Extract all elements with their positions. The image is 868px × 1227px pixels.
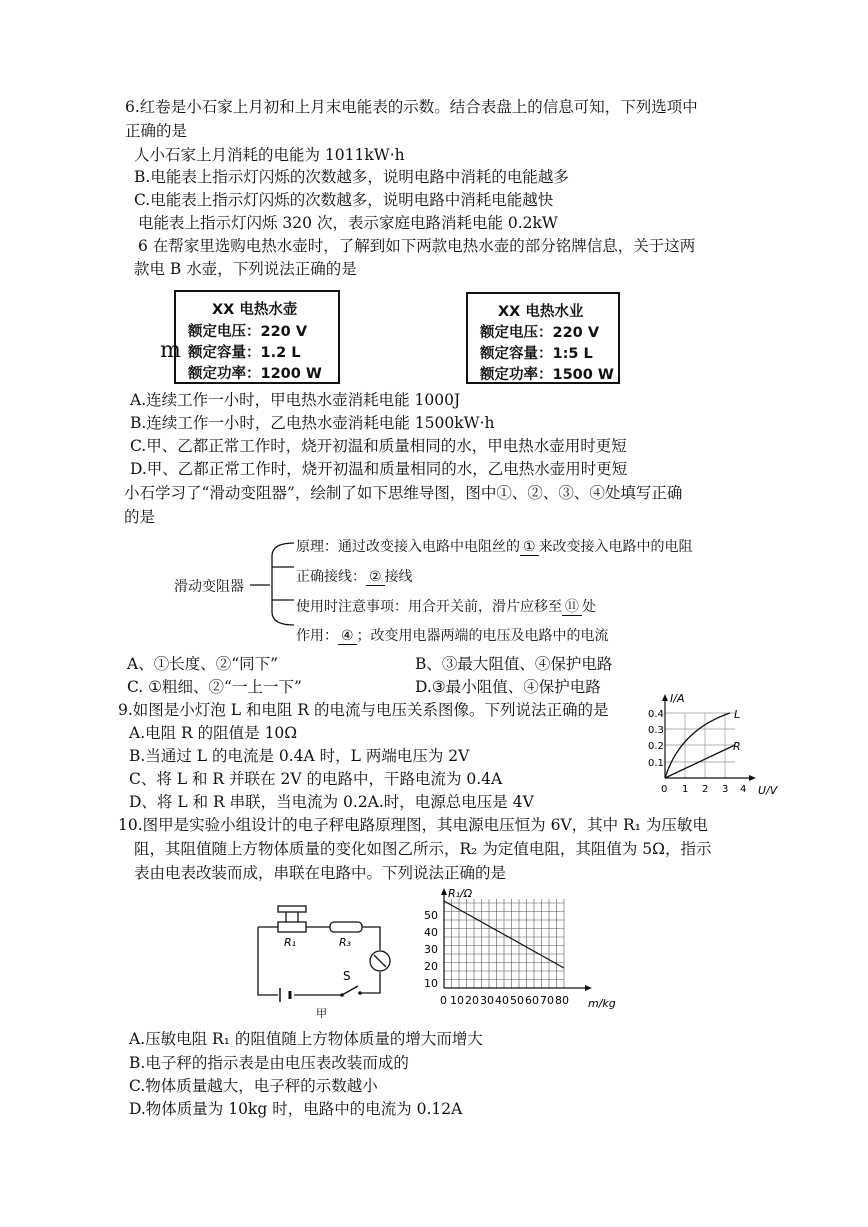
wire-left — [258, 927, 278, 995]
rm-ytick-50: 50 — [424, 909, 438, 922]
q8-option-b: B、③最大阻值、④保护电路 — [415, 655, 613, 673]
nameplate-a-title: XX 电热水壶 — [212, 302, 298, 318]
q10-stem-line3: 表由电表改装而成，串联在电路中。下列说法正确的是 — [134, 864, 507, 882]
iu-label-L: L — [734, 708, 741, 721]
q6a-option-b: B.电能表上指示灯闪烁的次数越多，说明电路中消耗的电能越多 — [134, 168, 569, 186]
q9-option-b: B.当通过 L 的电流是 0.4A 时，L 两端电压为 2V — [129, 747, 470, 765]
q6a-option-c: C.电能表上指示灯闪烁的次数越多，说明电路中消耗电能越快 — [134, 191, 554, 209]
nameplate-b-power: 额定功率：1500 W — [480, 367, 614, 383]
iu-xlabel: U/V — [758, 784, 778, 797]
rm-xtick-30: 30 — [480, 994, 494, 1007]
iu-graph — [640, 690, 778, 805]
rm-xtick-0: 0 — [440, 994, 447, 1007]
caption-jia: 甲 — [316, 1007, 327, 1020]
q8-stem-line2: 的是 — [124, 508, 156, 526]
iu-y-arrow — [662, 694, 668, 701]
wire-bottom-right — [360, 972, 380, 993]
q9-option-d: D、将 L 和 R 串联，当电流为 0.2A.时，电源总电压是 4V — [129, 793, 534, 811]
q6b-option-b: B.连续工作一小时，乙电热水壶消耗电能 1500kW·h — [130, 414, 495, 432]
rm-xtick-70: 70 — [540, 994, 554, 1007]
mind-map-branch-3: 使用时注意事项：用合开关前，滑片应移至 ⑪ 处 — [296, 599, 596, 615]
q6a-stem-line1: 6.红卷是小石家上月初和上月末电能表的示数。结合表盘上的信息可知，下列选项中 — [125, 98, 698, 116]
rm-xtick-50: 50 — [510, 994, 524, 1007]
rm-xtick-20: 20 — [465, 994, 479, 1007]
iu-ylabel: I/A — [670, 692, 685, 705]
rm-xtick-60: 60 — [525, 994, 539, 1007]
wire-right — [362, 927, 380, 950]
blank-1: ① — [520, 539, 539, 556]
nameplate-b-title: XX 电热水业 — [498, 304, 584, 320]
rm-xtick-10: 10 — [450, 994, 464, 1007]
circuit-diagram — [250, 900, 400, 1022]
rm-x-arrow — [585, 985, 592, 991]
nameplate-a-voltage: 额定电压：220 V — [188, 324, 308, 340]
resistor-r1 — [278, 922, 306, 932]
q10-option-a: A.压敏电阻 R₁ 的阻值随上方物体质量的增大而增大 — [129, 1030, 483, 1048]
rm-ylabel: R₁/Ω — [448, 887, 473, 900]
q8-option-d: D.③最小阻值、④保护电路 — [415, 678, 601, 696]
q8-stem-line1: 小石学习了“滑动变阻器”，绘制了如下思维导图，图中①、②、③、④处填写正确 — [124, 484, 683, 502]
iu-ytick-0.1: 0.1 — [648, 758, 664, 769]
mind-map-branch-4: 作用： ④ ；改变用电器两端的电压及电路中的电流 — [296, 628, 609, 644]
q10-stem-line2: 阻，其阻值随上方物体质量的变化如图乙所示，R₂ 为定值电阻，其阻值为 5Ω，指示 — [134, 840, 712, 858]
iu-x-arrow — [749, 775, 756, 781]
mind-map-branch-2: 正确接线： ② 接线 — [296, 569, 413, 585]
label-switch: S — [343, 969, 351, 983]
stray-mark: m — [160, 338, 181, 363]
iu-ytick-0.2: 0.2 — [648, 741, 664, 752]
resistor-r2 — [330, 922, 362, 932]
rm-y-arrow — [441, 888, 447, 895]
iu-xtick-1: 1 — [682, 784, 689, 795]
iu-ytick-0.4: 0.4 — [648, 709, 664, 720]
rm-ytick-10: 10 — [424, 977, 438, 990]
q9-stem: 9.如图是小灯泡 L 和电阻 R 的电流与电压关系图像。下列说法正确的是 — [118, 701, 609, 719]
q10-option-b: B.电子秤的指示表是由电压表改装而成的 — [129, 1054, 409, 1072]
nameplate-a-power: 额定功率：1200 W — [188, 366, 322, 382]
iu-graph-grid — [665, 713, 735, 778]
q9-option-c: C、将 L 和 R 并联在 2V 的电路中，干路电流为 0.4A — [129, 770, 503, 788]
q9-option-a: A.电阻 R 的阻值是 10Ω — [129, 724, 298, 742]
blank-2: ② — [366, 569, 385, 586]
q6b-option-c: C.甲、乙都正常工作时，烧开初温和质量相同的水，甲电热水壶用时更短 — [130, 437, 627, 455]
nameplate-b-capacity: 额定容量：1:5 L — [480, 346, 593, 362]
curve-L — [665, 713, 730, 778]
blank-4: ④ — [338, 628, 357, 645]
mind-map-root: 滑动变阻器 — [174, 579, 244, 595]
rm-xtick-80: 80 — [555, 994, 569, 1007]
iu-xtick-4: 4 — [740, 784, 747, 795]
iu-xtick-0: 0 — [661, 784, 668, 795]
nameplate-b-voltage: 额定电压：220 V — [480, 325, 600, 341]
q8-option-c: C. ①粗细、②“一上一下” — [127, 678, 302, 696]
iu-ytick-0.3: 0.3 — [648, 725, 664, 736]
q10-option-d: D.物体质量为 10kg 时，电路中的电流为 0.12A — [129, 1100, 463, 1118]
rm-ytick-40: 40 — [424, 926, 438, 939]
line-R — [665, 745, 735, 778]
blank-3: ⑪ — [562, 599, 582, 616]
q6a-option-a: 人小石家上月消耗的电能为 1011kW·h — [134, 146, 405, 164]
q6b-option-d: D.甲、乙都正常工作时，烧开初温和质量相同的水，乙电热水壶用时更短 — [130, 460, 628, 478]
switch-blade — [342, 986, 358, 995]
sensor-plate — [278, 906, 306, 912]
q6b-stem-line1: 6 在帮家里选购电热水壶时，了解到如下两款电热水壶的部分铭牌信息，关于这两 — [138, 237, 696, 255]
q8-option-a: A、①长度、②“同下” — [127, 655, 279, 673]
mind-map-branch-1: 原理：通过改变接入电路中电阻丝的 ① 来改变接入电路中的电阻 — [296, 539, 693, 555]
q10-option-c: C.物体质量越大，电子秤的示数越小 — [129, 1077, 378, 1095]
rm-ytick-30: 30 — [424, 943, 438, 956]
q10-stem-line1: 10.图甲是实验小组设计的电子秤电路原理图，其电源电压恒为 6V，其中 R₁ 为压敏电 — [118, 816, 708, 834]
q6b-stem-line2: 款电 B 水壶，下列说法正确的是 — [134, 260, 357, 278]
nameplate-a-capacity: 额定容量：1.2 L — [188, 345, 301, 361]
label-r2: R₃ — [339, 936, 352, 949]
rm-xtick-40: 40 — [495, 994, 509, 1007]
iu-xtick-2: 2 — [702, 784, 709, 795]
iu-xtick-3: 3 — [722, 784, 729, 795]
r-m-graph — [420, 884, 625, 1021]
r-m-graph-grid — [444, 899, 564, 988]
rm-xlabel: m/kg — [588, 997, 616, 1010]
label-r1: R₁ — [284, 936, 297, 949]
q6b-option-a: A.连续工作一小时，甲电热水壶消耗电能 1000J — [130, 391, 461, 409]
rm-ytick-20: 20 — [424, 960, 438, 973]
q6a-option-d: 电能表上指示灯闪烁 320 次，表示家庭电路消耗电能 0.2kW — [138, 214, 558, 232]
iu-label-R: R — [733, 740, 741, 753]
q6a-stem-line2: 正确的是 — [125, 122, 188, 140]
